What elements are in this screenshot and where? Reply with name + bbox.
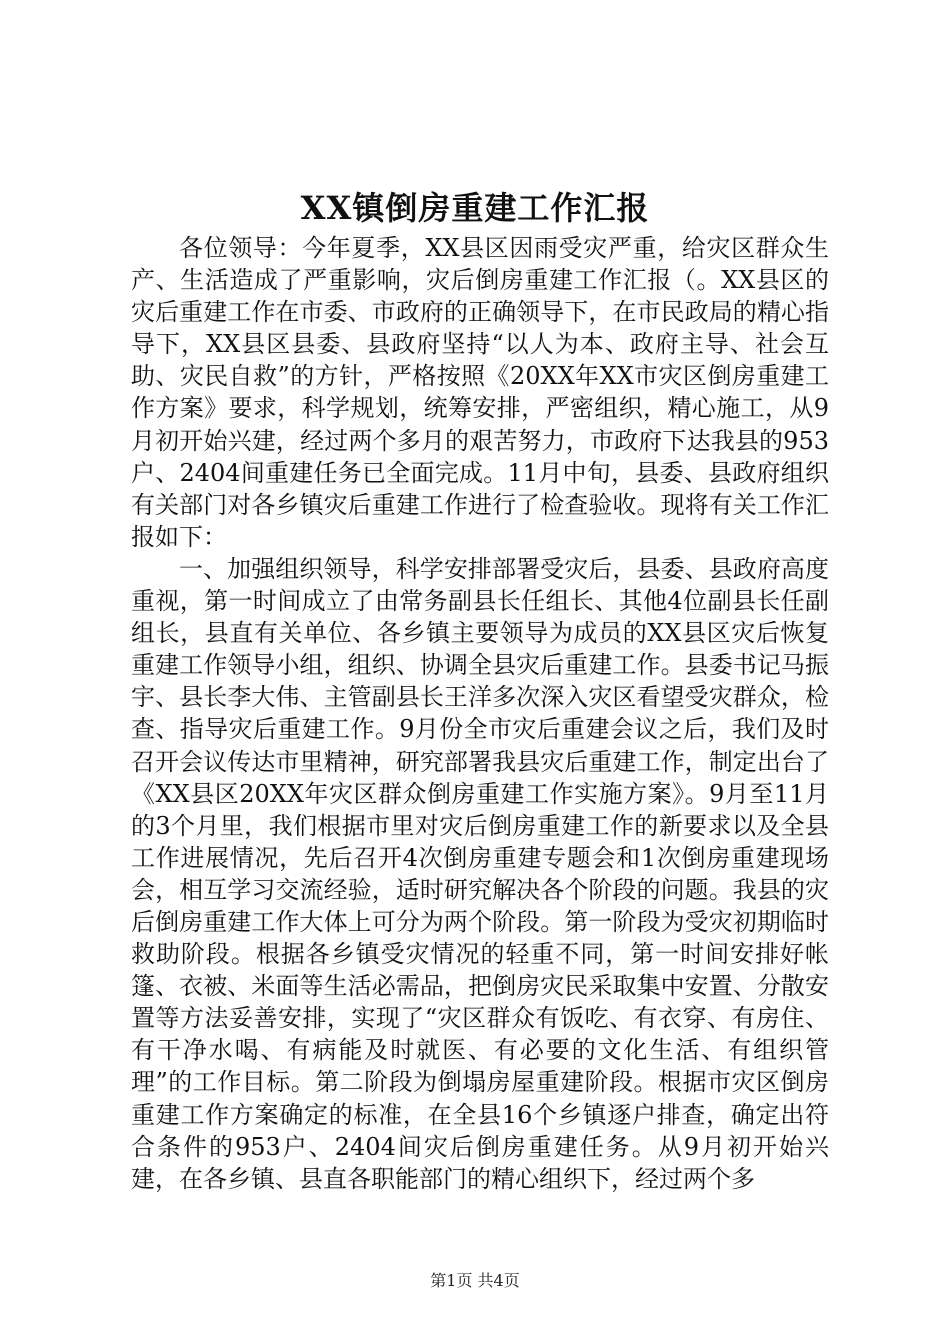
paragraph-intro: 各位领导：今年夏季，XX县区因雨受灾严重，给灾区群众生产、生活造成了严重影响，灾后倒房重建工作汇报（。XX县区的灾后重建工作在市委、市政府的正确领导下，在市民政局的精心指导下，XX县区县委、县政府坚持“以人为本、政府主导、社会互助、灾民自救”的方针，严格按照《20XX年XX市灾区倒房重建工作方案》要求，科学规划，统筹安排，严密组织，精心施工，从9月初开始兴建，经过两个多月的艰苦努力，市政府下达我县的953户、2404间重建任务已全面完成。11月中旬，县委、县政府组织有关部门对各乡镇灾后重建工作进行了检查验收。现将有关工作汇报如下： [131, 234, 829, 551]
page-footer: 第1页 共4页 [430, 1271, 520, 1290]
document-body [131, 232, 829, 1195]
paragraph-section-1: 一、加强组织领导，科学安排部署受灾后，县委、县政府高度重视，第一时间成立了由常务副县长任组长、其他4位副县长任副组长，县直有关单位、各乡镇主要领导为成员的XX县区灾后恢复重建工作领导小组，组织、协调全县灾后重建工作。县委书记马振宇、县长李大伟、主管副县长王洋多次深入灾区看望受灾群众，检查、指导灾后重建工作。9月份全市灾后重建会议之后，我们及时召开会议传达市里精神，研究部署我县灾后重建工作，制定出台了《XX县区20XX年灾区群众倒房重建工作实施方案》。9月至11月的3个月里，我们根据市里对灾后倒房重建工作的新要求以及全县工作进展情况，先后召开4次倒房重建专题会和1次倒房重建现场会，相互学习交流经验，适时研究解决各个阶段的问题。我县的灾后倒房重建工作大体上可分为两个阶段。第一阶段为受灾初期临时救助阶段。根据各乡镇受灾情况的轻重不同，第一时间安排好帐篷、衣被、米面等生活必需品，把倒房灾民采取集中安置、分散安置等方法妥善安排，实现了“灾区群众有饭吃、有衣穿、有房住、有干净水喝、有病能及时就医、有必要的文化生活、有组织管理”的工作目标。第二阶段为倒塌房屋重建阶段。根据市灾区倒房重建工作方案确定的标准，在全县16个乡镇逐户排查，确定出符合条件的953户、2404间灾后倒房重建任务。从9月初开始兴建，在各乡镇、县直各职能部门的精心组织下，经过两个多 [131, 554, 829, 1193]
document-title: XX镇倒房重建工作汇报 [300, 189, 650, 227]
